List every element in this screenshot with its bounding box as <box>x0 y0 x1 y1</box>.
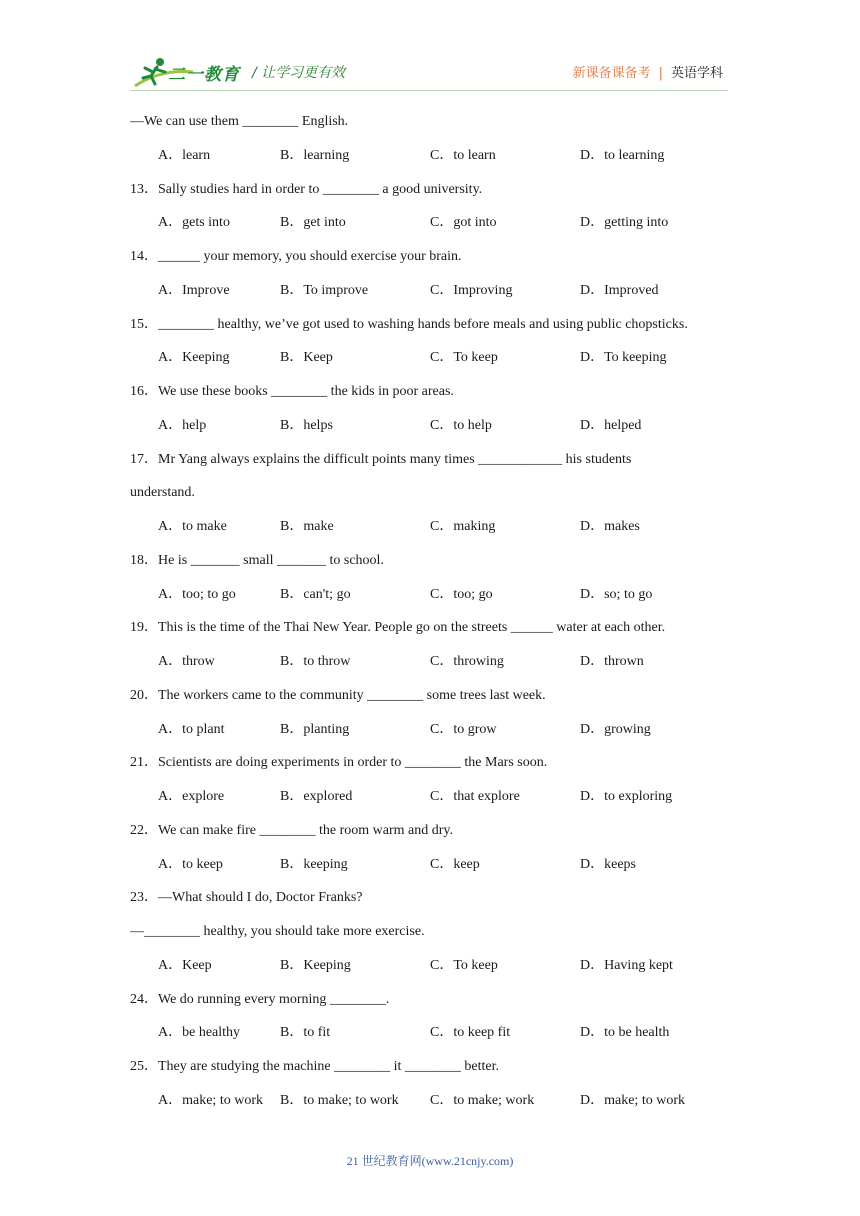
option-b: B．planting <box>280 721 350 737</box>
answer-options <box>130 142 740 176</box>
option-c: C．that explore <box>430 789 520 804</box>
option-a: A．make; to work <box>158 1092 263 1108</box>
page-header <box>0 0 860 100</box>
option-d: D．helped <box>580 417 642 433</box>
question-text: 22．We can make fire ________ the room warm and dry. <box>130 822 453 838</box>
option-c: C．to make; work <box>430 1092 535 1108</box>
option-a: A．to plant <box>158 721 225 737</box>
option-b: B．explored <box>280 789 353 804</box>
option-c: C．making <box>430 519 496 534</box>
option-a: A．learn <box>158 147 211 163</box>
option-a: A．explore <box>158 789 225 804</box>
option-d: D．growing <box>580 721 651 737</box>
page-footer: 21 世纪教育网(www.21cnjy.com) <box>346 1154 514 1168</box>
question-text: understand. <box>130 485 195 501</box>
answer-options <box>130 952 740 986</box>
option-b: B．Keeping <box>280 957 351 973</box>
option-a: A．throw <box>158 654 215 669</box>
answer-options <box>130 344 740 378</box>
option-d: D．keeps <box>580 856 636 872</box>
header-course-text: 新课备课备考 <box>572 66 651 81</box>
option-c: C．got into <box>430 215 497 231</box>
header-divider <box>130 90 728 91</box>
header-subject-text: 英语学科 <box>670 66 723 81</box>
answer-options <box>130 1087 740 1121</box>
header-subject <box>573 62 723 81</box>
option-d: D．to be health <box>580 1025 670 1041</box>
option-c: C．To keep <box>430 350 498 366</box>
header-separator: | <box>658 66 663 81</box>
question-text: 16．We use these books ________ the kids in poor areas. <box>130 384 454 399</box>
option-d: D．Improved <box>580 282 659 298</box>
option-c: C．too; go <box>430 586 493 602</box>
option-d: D．to learning <box>580 147 665 163</box>
option-a: A．gets into <box>158 215 230 231</box>
option-b: B．Keep <box>280 350 333 366</box>
option-b: B．To improve <box>280 282 369 298</box>
header-slogan: / 让学习更有效 <box>252 65 346 81</box>
option-c: C．To keep <box>430 957 498 973</box>
option-d: D．so; to go <box>580 586 653 602</box>
option-a: A．Keep <box>158 957 212 973</box>
option-d: D．To keeping <box>580 350 667 366</box>
option-d: D．getting into <box>580 215 669 231</box>
option-b: B．keeping <box>280 856 348 872</box>
option-b: B．to make; to work <box>280 1092 399 1108</box>
option-a: A．help <box>158 417 207 433</box>
option-b: B．to fit <box>280 1025 331 1041</box>
option-b: B．can't; go <box>280 586 351 602</box>
option-b: B．helps <box>280 417 333 433</box>
option-a: A．Keeping <box>158 350 230 366</box>
question-text: 25．They are studying the machine ________ it ________ better. <box>130 1059 499 1074</box>
option-d: D．make; to work <box>580 1092 685 1108</box>
option-a: A．to make <box>158 519 227 534</box>
question-text: —________ healthy, you should take more exercise. <box>130 924 425 939</box>
answer-options <box>130 716 740 750</box>
question-text: 14．______ your memory, you should exercise your brain. <box>130 249 462 264</box>
answer-options <box>130 412 740 446</box>
option-c: C．keep <box>430 856 480 872</box>
question-text: 20．The workers came to the community ________ some trees last week. <box>130 687 546 703</box>
logo-text: 二一教育 <box>168 65 240 85</box>
answer-options <box>130 1019 740 1053</box>
option-c: C．to help <box>430 417 492 433</box>
question-text: 24．We do running every morning ________. <box>130 991 390 1007</box>
option-d: D．to exploring <box>580 789 673 804</box>
question-text: —We can use them ________ English. <box>130 114 349 129</box>
option-d: D．makes <box>580 519 640 534</box>
answer-options <box>130 851 740 885</box>
option-c: C．to learn <box>430 147 496 163</box>
option-d: D．Having kept <box>580 957 673 973</box>
option-b: B．get into <box>280 215 346 231</box>
answer-options <box>130 209 740 243</box>
option-a: A．Improve <box>158 282 230 298</box>
question-text: 19．This is the time of the Thai New Year. People go on the streets ______ water at each other. <box>130 620 666 636</box>
option-c: C．Improving <box>430 282 513 298</box>
question-text: 17．Mr Yang always explains the difficult points many times ____________ his students <box>130 451 632 467</box>
option-a: A．to keep <box>158 856 223 872</box>
question-text: 23．—What should I do, Doctor Franks? <box>130 890 363 906</box>
answer-options <box>130 581 740 615</box>
question-text: 15．________ healthy, we’ve got used to washing hands before meals and using public chopsticks. <box>130 316 688 332</box>
question-text: 21．Scientists are doing experiments in order to ________ the Mars soon. <box>130 755 548 771</box>
answer-options <box>130 277 740 311</box>
answer-options <box>130 648 740 682</box>
question-list <box>130 108 740 1121</box>
option-c: C．to grow <box>430 721 497 737</box>
answer-options <box>130 783 740 817</box>
option-a: A．be healthy <box>158 1025 241 1041</box>
option-b: B．learning <box>280 147 350 163</box>
question-text: 18．He is _______ small _______ to school. <box>130 552 384 568</box>
option-b: B．make <box>280 519 334 534</box>
option-c: C．to keep fit <box>430 1025 511 1041</box>
answer-options <box>130 513 740 547</box>
option-d: D．thrown <box>580 654 644 669</box>
question-text: 13．Sally studies hard in order to ________ a good university. <box>130 181 483 197</box>
option-c: C．throwing <box>430 654 504 669</box>
option-a: A．too; to go <box>158 586 236 602</box>
option-b: B．to throw <box>280 654 351 669</box>
